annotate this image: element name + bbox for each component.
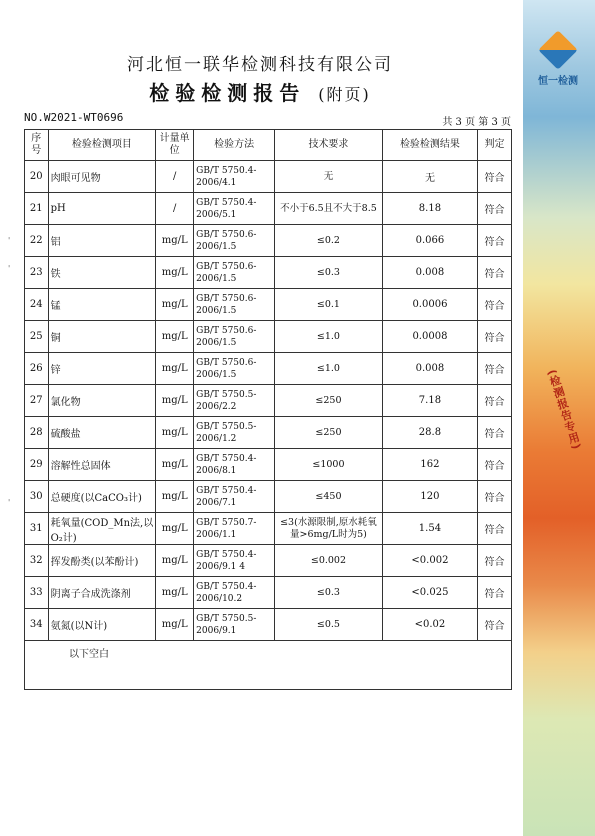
table-row (25, 385, 512, 417)
cell-item: 总硬度(以CaCO₃计) (48, 481, 156, 513)
cell-result: <0.025 (382, 577, 477, 609)
cell-no: 25 (25, 321, 49, 353)
cell-judgement: 符合 (478, 577, 512, 609)
cell-result: 0.066 (382, 225, 477, 257)
cell-judgement: 符合 (478, 321, 512, 353)
table-row (25, 289, 512, 321)
report-title (0, 77, 520, 106)
page-info: 共 3 页 第 3 页 (442, 117, 511, 128)
table-row (25, 449, 512, 481)
cell-unit: mg/L (156, 385, 194, 417)
cell-judgement: 符合 (478, 513, 512, 545)
cell-requirement: ≤1.0 (275, 321, 383, 353)
cell-requirement: 无 (275, 161, 383, 193)
cell-method: GB/T 5750.5-2006/9.1 (194, 609, 275, 641)
cell-judgement: 符合 (478, 353, 512, 385)
report-title-main: 检验检测报告 (149, 81, 306, 105)
cell-method: GB/T 5750.4-2006/9.1 4 (194, 545, 275, 577)
header-no: 序号 (25, 130, 49, 161)
cell-requirement: ≤250 (275, 385, 383, 417)
report-header (0, 50, 520, 106)
cell-item: pH (48, 193, 156, 225)
margin-mark: ' (8, 264, 11, 273)
cell-unit: mg/L (156, 481, 194, 513)
cell-no: 20 (25, 161, 49, 193)
cell-unit: mg/L (156, 609, 194, 641)
cell-method: GB/T 5750.4-2006/10.2 (194, 577, 275, 609)
company-logo (533, 36, 583, 92)
cell-result: 1.54 (382, 513, 477, 545)
cell-judgement: 符合 (478, 609, 512, 641)
cell-item: 硫酸盐 (48, 417, 156, 449)
table-header-row (25, 130, 512, 161)
cell-method: GB/T 5750.6-2006/1.5 (194, 225, 275, 257)
cell-result: 162 (382, 449, 477, 481)
header-method: 检验方法 (194, 130, 275, 161)
cell-item: 铁 (48, 257, 156, 289)
cell-method: GB/T 5750.4-2006/8.1 (194, 449, 275, 481)
cell-item: 铜 (48, 321, 156, 353)
header-judgement: 判定 (478, 130, 512, 161)
logo-icon (538, 30, 578, 70)
cell-requirement: ≤0.3 (275, 257, 383, 289)
cell-unit: mg/L (156, 513, 194, 545)
table-row (25, 193, 512, 225)
cell-judgement: 符合 (478, 385, 512, 417)
seal-stamp: (检测报告专用) (545, 367, 584, 452)
cell-result: 0.0008 (382, 321, 477, 353)
cell-unit: mg/L (156, 289, 194, 321)
header-result: 检验检测结果 (382, 130, 477, 161)
cell-unit: mg/L (156, 449, 194, 481)
cell-no: 30 (25, 481, 49, 513)
cell-judgement: 符合 (478, 225, 512, 257)
company-name: 河北恒一联华检测科技有限公司 (127, 55, 393, 75)
cell-no: 27 (25, 385, 49, 417)
cell-unit: mg/L (156, 257, 194, 289)
cell-method: GB/T 5750.6-2006/1.5 (194, 289, 275, 321)
table-row (25, 609, 512, 641)
cell-result: <0.02 (382, 609, 477, 641)
table-row (25, 257, 512, 289)
cell-item: 耗氧量(COD_Mn法,以O₂计) (48, 513, 156, 545)
cell-requirement: ≤250 (275, 417, 383, 449)
cell-no: 34 (25, 609, 49, 641)
cell-result: 120 (382, 481, 477, 513)
cell-unit: mg/L (156, 225, 194, 257)
header-unit: 计量单位 (156, 130, 194, 161)
cell-requirement: ≤0.002 (275, 545, 383, 577)
report-title-sub: (附页) (318, 85, 371, 104)
cell-no: 21 (25, 193, 49, 225)
cell-item: 溶解性总固体 (48, 449, 156, 481)
margin-mark: ' (8, 236, 11, 245)
cell-requirement: ≤450 (275, 481, 383, 513)
table-row (25, 481, 512, 513)
cell-method: GB/T 5750.6-2006/1.5 (194, 257, 275, 289)
cell-requirement: 不小于6.5且不大于8.5 (275, 193, 383, 225)
results-table (24, 129, 512, 690)
decorative-side-strip (523, 0, 595, 836)
cell-requirement: ≤1000 (275, 449, 383, 481)
cell-requirement: ≤0.2 (275, 225, 383, 257)
blank-row (25, 641, 512, 690)
cell-method: GB/T 5750.5-2006/1.2 (194, 417, 275, 449)
cell-item: 挥发酚类(以苯酚计) (48, 545, 156, 577)
cell-method: GB/T 5750.4-2006/7.1 (194, 481, 275, 513)
table-body (25, 161, 512, 641)
cell-result: 0.008 (382, 353, 477, 385)
cell-no: 22 (25, 225, 49, 257)
cell-no: 28 (25, 417, 49, 449)
cell-result: 28.8 (382, 417, 477, 449)
table-row (25, 353, 512, 385)
cell-method: GB/T 5750.7-2006/1.1 (194, 513, 275, 545)
cell-judgement: 符合 (478, 449, 512, 481)
cell-judgement: 符合 (478, 289, 512, 321)
cell-result: 7.18 (382, 385, 477, 417)
cell-no: 32 (25, 545, 49, 577)
cell-item: 氨氮(以N计) (48, 609, 156, 641)
cell-method: GB/T 5750.6-2006/1.5 (194, 321, 275, 353)
cell-judgement: 符合 (478, 257, 512, 289)
cell-no: 31 (25, 513, 49, 545)
header-item: 检验检测项目 (48, 130, 156, 161)
cell-judgement: 符合 (478, 193, 512, 225)
table-row (25, 513, 512, 545)
header-requirement: 技术要求 (275, 130, 383, 161)
cell-requirement: ≤1.0 (275, 353, 383, 385)
table-row (25, 545, 512, 577)
report-number: NO.W2021-WT0696 (24, 111, 124, 124)
cell-item: 肉眼可见物 (48, 161, 156, 193)
cell-judgement: 符合 (478, 545, 512, 577)
table-row (25, 161, 512, 193)
margin-mark: ' (8, 498, 11, 507)
cell-no: 26 (25, 353, 49, 385)
cell-result: 8.18 (382, 193, 477, 225)
cell-no: 29 (25, 449, 49, 481)
cell-item: 锌 (48, 353, 156, 385)
cell-method: GB/T 5750.4-2006/4.1 (194, 161, 275, 193)
cell-no: 24 (25, 289, 49, 321)
table-row (25, 577, 512, 609)
cell-result: 0.008 (382, 257, 477, 289)
cell-item: 锰 (48, 289, 156, 321)
cell-unit: mg/L (156, 417, 194, 449)
cell-item: 氯化物 (48, 385, 156, 417)
blank-note: 以下空白 (25, 641, 512, 690)
table-row (25, 321, 512, 353)
cell-item: 铝 (48, 225, 156, 257)
cell-requirement: ≤0.5 (275, 609, 383, 641)
cell-no: 33 (25, 577, 49, 609)
table-row (25, 225, 512, 257)
logo-text: 恒一检测 (538, 76, 578, 87)
cell-unit: mg/L (156, 545, 194, 577)
cell-result: 0.0006 (382, 289, 477, 321)
cell-method: GB/T 5750.4-2006/5.1 (194, 193, 275, 225)
cell-method: GB/T 5750.5-2006/2.2 (194, 385, 275, 417)
cell-result: <0.002 (382, 545, 477, 577)
cell-unit: / (156, 161, 194, 193)
cell-judgement: 符合 (478, 161, 512, 193)
cell-unit: mg/L (156, 353, 194, 385)
cell-item: 阴离子合成洗涤剂 (48, 577, 156, 609)
cell-result: 无 (382, 161, 477, 193)
cell-unit: mg/L (156, 577, 194, 609)
cell-requirement: ≤0.1 (275, 289, 383, 321)
cell-unit: mg/L (156, 321, 194, 353)
cell-judgement: 符合 (478, 417, 512, 449)
cell-judgement: 符合 (478, 481, 512, 513)
table-row (25, 417, 512, 449)
cell-requirement: ≤0.3 (275, 577, 383, 609)
cell-unit: / (156, 193, 194, 225)
cell-requirement: ≤3(水源限制,原水耗氧量>6mg/L时为5) (275, 513, 383, 545)
cell-no: 23 (25, 257, 49, 289)
cell-method: GB/T 5750.6-2006/1.5 (194, 353, 275, 385)
